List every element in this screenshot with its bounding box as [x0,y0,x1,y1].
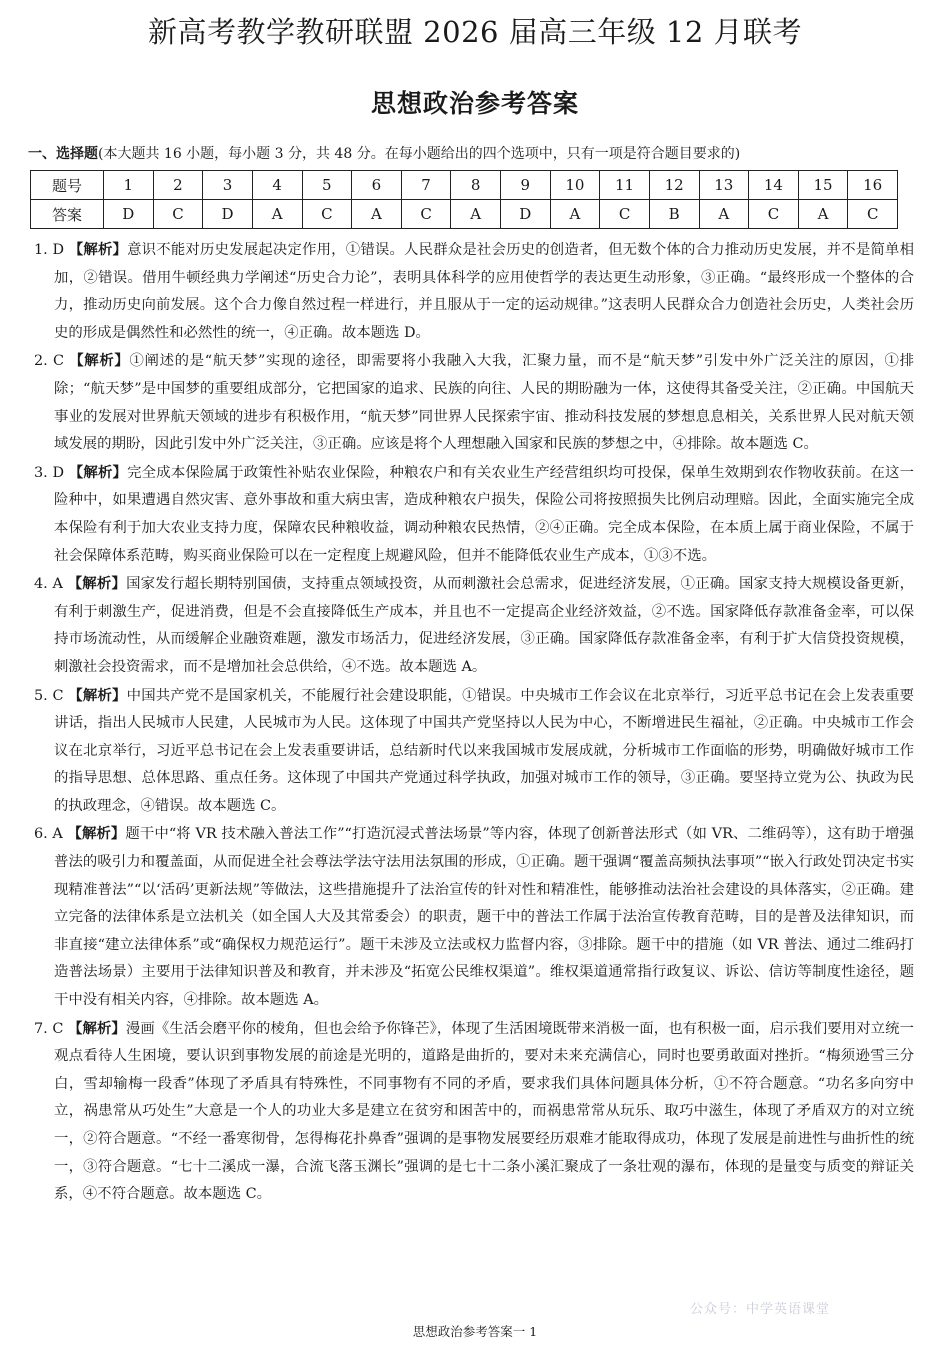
answer-cell: D [501,200,551,229]
analysis-tag: 【解析】 [68,686,127,704]
question-number-cell: 12 [649,171,699,200]
item-number: 4. A [34,576,63,593]
row-label-answer: 答案 [31,200,104,229]
answer-cell: C [749,200,799,229]
answer-cell: C [848,200,898,229]
exam-title: 新高考教学教研联盟 2026 届高三年级 12 月联考 [147,15,803,49]
analysis-tag: 【解析】 [68,463,128,481]
row-label-number: 题号 [31,171,104,200]
explanation-item [34,459,914,570]
answer-cell: C [401,200,451,229]
analysis-tag: 【解析】 [67,825,126,843]
page-footer: 思想政治参考答案一 1 [412,1324,538,1339]
explanation-list [34,236,914,1209]
item-number: 5. C [34,687,64,704]
subject-title: 思想政治参考答案 [370,89,579,118]
answer-cell: C [302,200,352,229]
item-number: 2. C [34,353,64,370]
table-row-answers [31,200,898,229]
watermark: 公众号：中学英语课堂 [690,1302,831,1317]
item-text: 漫画《生活会磨平你的棱角，但也会给予你锋芒》，体现了生活困境既带来消极一面，也有积极一面，启示我们要用对立统一观点看待人生困境，要认识到事物发展的前途是光明的，道路是曲折的，要对未来充满信心，同时也要勇敢面对挫折。“梅须逊雪三分白，雪却输梅一段香”体现了矛盾具有特殊性，不同事物有不同的矛盾，要求我们具体问题具体分析，①不符合题意。“功名多向穷中立，祸患常从巧处生”大意是一个人的功业大多是建立在贫穷和困苦中的，而祸患常常从玩乐、取巧中滋生，体现了矛盾双方的对立统一，②符合题意。“不经一番寒彻骨，怎得梅花扑鼻香”强调的是事物发展要经历艰难才能取得成功，体现了发展是前进性与曲折性的统一，③符合题意。“七十二溪成一瀑，合流飞落玉渊长”强调的是七十二条小溪汇聚成了一条壮观的瀑布，体现的是量变与质变的辩证关系，④不符合题意。故本题选 C。 [54,1020,914,1203]
answer-table [30,170,898,229]
question-number-cell: 3 [203,171,253,200]
question-number-cell: 8 [451,171,501,200]
question-number-cell: 7 [401,171,451,200]
question-number-cell: 1 [104,171,154,200]
analysis-tag: 【解析】 [68,1019,126,1037]
item-text: 题干中“将 VR 技术融入普法工作”“打造沉浸式普法场景”等内容，体现了创新普法形式（如 VR、二维码等），这有助于增强普法的吸引力和覆盖面，从而促进全社会尊法学法守法用法氛围的形成，①正确。题干强调“覆盖高频执法事项”“嵌入行政处罚决定书实现精准普法”“以‘活码’更新法规”等做法，这些措施提升了法治宣传的针对性和精准性，能够推动法治社会建设的具体落实，②正确。建立完备的法律体系是立法机关（如全国人大及其常委会）的职责，题干中的普法工作属于法治宣传教育范畴，目的是普及法律知识，而非直接“建立法律体系”或“确保权力规范运行”。题干未涉及立法或权力监督内容，③排除。题干中的措施（如 VR 普法、通过二维码打造普法场景）主要用于法律知识普及和教育，并未涉及“拓宽公民维权渠道”。维权渠道通常指行政复议、诉讼、信访等制度性途径，题干中没有相关内容，④排除。故本题选 A。 [54,826,914,1009]
explanation-item [34,347,914,458]
answer-cell: A [699,200,749,229]
explanation-item [34,570,914,681]
question-number-cell: 4 [252,171,302,200]
explanation-item [34,682,914,821]
question-number-cell: 5 [302,171,352,200]
item-text: 中国共产党不是国家机关，不能履行社会建设职能，①错误。中央城市工作会议在北京举行，习近平总书记在会上发表重要讲话，指出人民城市人民建，人民城市为人民。这体现了中国共产党坚持以人民为中心，不断增进民生福祉，②正确。中央城市工作会议在北京举行，习近平总书记在会上发表重要讲话，总结新时代以来我国城市发展成就，分析城市工作面临的形势，明确做好城市工作的指导思想、总体思路、重点任务。这体现了中国共产党通过科学执政，加强对城市工作的领导，③正确。要坚持立党为公、执政为民的执政理念，④错误。故本题选 C。 [54,687,914,814]
answer-cell: A [798,200,848,229]
section-name: 一、选择题 [28,146,98,162]
question-number-cell: 2 [153,171,203,200]
question-number-cell: 10 [550,171,600,200]
question-number-cell: 16 [848,171,898,200]
item-number: 1. D [34,242,65,258]
answer-cell: C [153,200,203,229]
analysis-tag: 【解析】 [69,352,130,370]
answer-cell: A [252,200,302,229]
answer-cell: C [600,200,650,229]
question-number-cell: 14 [749,171,799,200]
section-header [28,143,928,163]
question-number-cell: 13 [699,171,749,200]
item-text: 完全成本保险属于政策性补贴农业保险，种粮农户和有关农业生产经营组织均可投保，保单生效期到农作物收获前。在这一险种中，如果遭遇自然灾害、意外事故和重大病虫害，造成种粮农户损失，保险公司将按照损失比例启动理赔。因此，全面实施完全成本保险有利于加大农业支持力度，保障农民种粮收益，调动种粮农民热情，②④正确。完全成本保险，在本质上属于商业保险，不属于社会保障体系范畴，购买商业保险可以在一定程度上规避风险，但并不能降低农业生产成本，①③不选。 [54,464,914,564]
explanation-item [34,236,914,347]
question-number-cell: 15 [798,171,848,200]
item-number: 3. D [34,464,65,481]
item-text: 意识不能对历史发展起决定作用，①错误。人民群众是社会历史的创造者，但无数个体的合力推动历史发展，并不是简单相加，②错误。借用牛顿经典力学阐述“历史合力论”，表明具体科学的应用使哲学的表达更生动形象，③正确。“最终形成一个整体的合力，推动历史向前发展。这个合力像自然过程一样进行，并且服从于一定的运动规律。”这表明人民群众合力创造社会历史，人类社会历史的形成是偶然性和必然性的统一，④正确。故本题选 D。 [54,242,914,341]
item-text: 国家发行超长期特别国债，支持重点领域投资，从而刺激社会总需求，促进经济发展，①正确。国家支持大规模设备更新，有利于刺激生产，促进消费，但是不会直接降低生产成本，并且也不一定提高企业经济效益，②不选。国家降低存款准备金率，可以保持市场流动性，从而缓解企业融资难题，激发市场活力，促进经济发展，③正确。国家降低存款准备金率，有利于扩大信贷投资规模，刺激社会投资需求，而不是增加社会总供给，④不选。故本题选 A。 [54,576,914,675]
explanation-item [34,1015,914,1209]
item-number: 7. C [34,1020,64,1037]
answer-cell: A [451,200,501,229]
answer-cell: A [352,200,402,229]
section-note: (本大题共 16 小题，每小题 3 分，共 48 分。在每小题给出的四个选项中，只有一项是符合题目要求的) [98,146,741,162]
answer-cell: B [649,200,699,229]
answer-cell: D [104,200,154,229]
question-number-cell: 6 [352,171,402,200]
item-text: ①阐述的是“航天梦”实现的途径，即需要将小我融入大我，汇聚力量，而不是“航天梦”引发中外广泛关注的原因，①排除；“航天梦”是中国梦的重要组成部分，它把国家的追求、民族的向往、人民的期盼融为一体，这使得其备受关注，②正确。中国航天事业的发展对世界航天领域的进步有积极作用，“航天梦”同世界人民探索宇宙、推动科技发展的梦想息息相关，关系世界人民对航天领域发展的期盼，因此引发中外广泛关注，③正确。应该是将个人理想融入国家和民族的梦想之中，④排除。故本题选 C。 [54,353,914,453]
explanation-item [34,820,914,1014]
table-row-numbers [31,171,898,200]
question-number-cell: 9 [501,171,551,200]
question-number-cell: 11 [600,171,650,200]
answer-cell: D [203,200,253,229]
item-number: 6. A [34,826,63,843]
answer-cell: A [550,200,600,229]
analysis-tag: 【解析】 [68,241,128,258]
analysis-tag: 【解析】 [67,575,127,593]
